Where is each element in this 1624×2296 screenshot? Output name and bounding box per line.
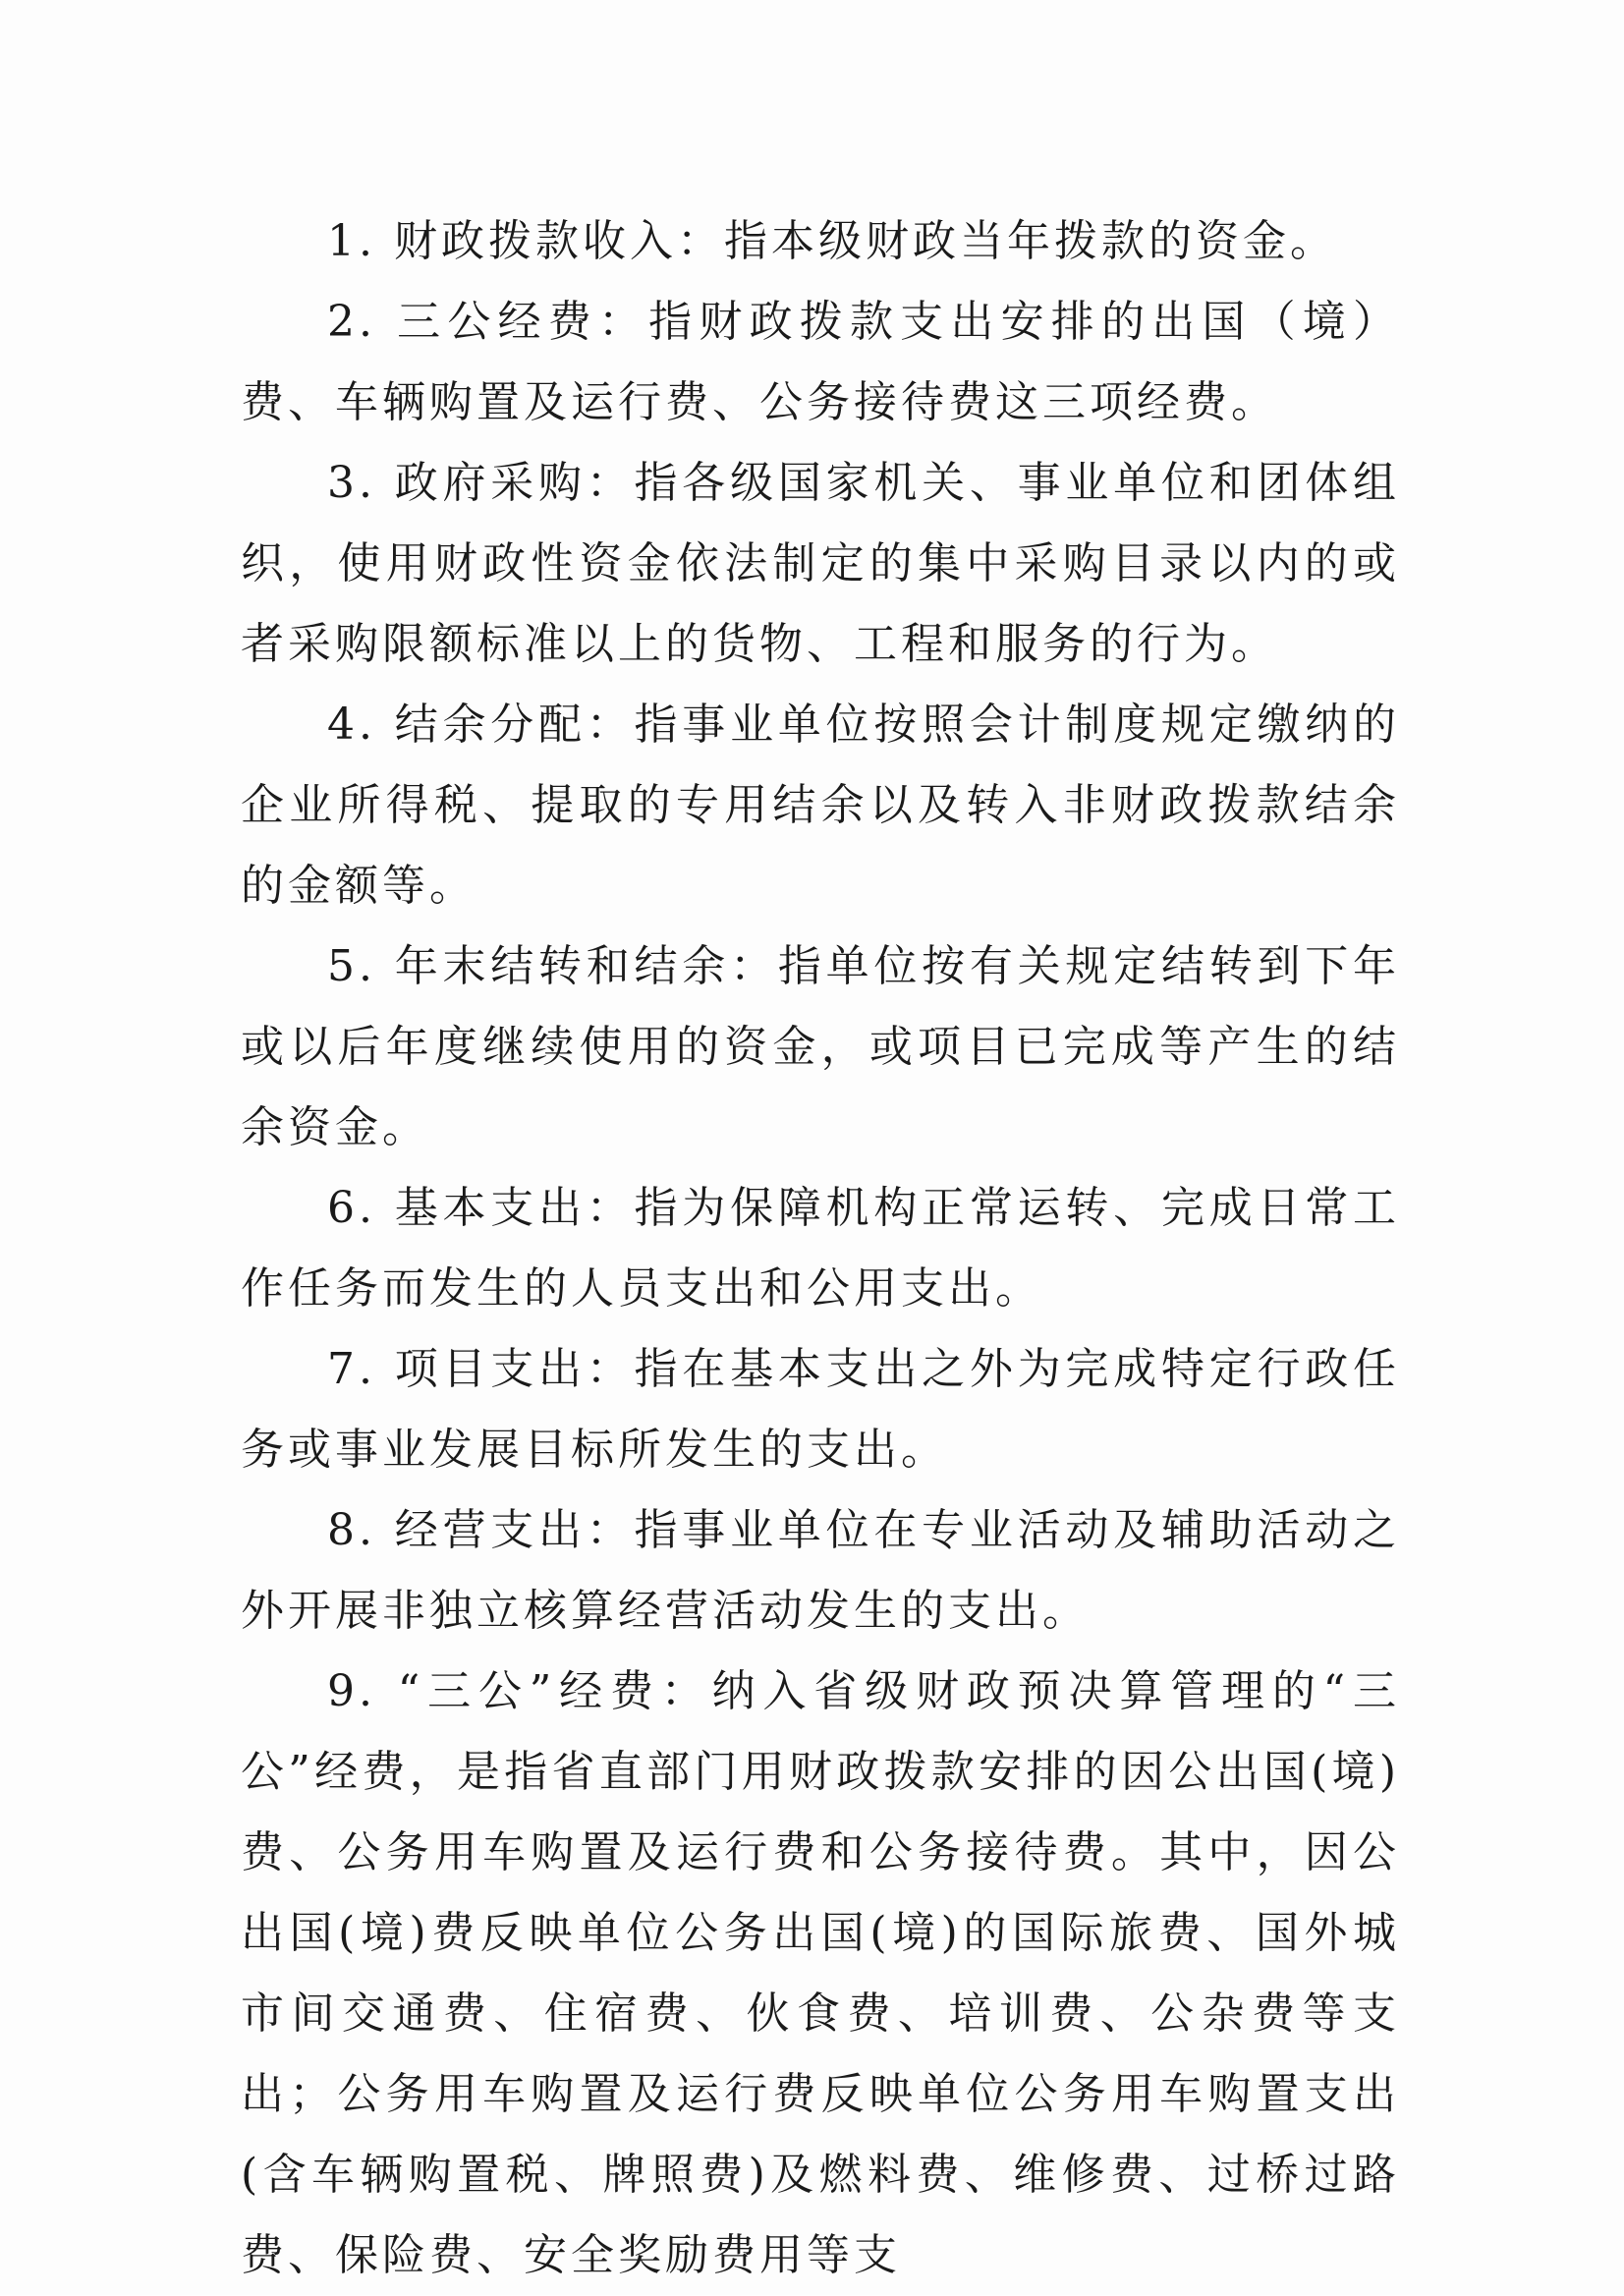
paragraph-1: 1. 财政拨款收入：指本级财政当年拨款的资金。: [327, 216, 1337, 266]
paragraph-8: 8. 经营支出：指事业单位在专业活动及辅助活动之外开展非独立核算经营活动发生的支出。: [241, 1505, 1400, 1636]
paragraph-7: 7. 项目支出：指在基本支出之外为完成特定行政任务或事业发展目标所发生的支出。: [241, 1344, 1400, 1475]
paragraph-3: 3. 政府采购：指各级国家机关、事业单位和团体组织，使用财政性资金依法制定的集中采购目录以内的或者采购限额标准以上的货物、工程和服务的行为。: [241, 458, 1400, 669]
paragraph-2: 2. 三公经费：指财政拨款支出安排的出国（境）费、车辆购置及运行费、公务接待费这三项经费。: [241, 297, 1400, 427]
paragraph-4: 4. 结余分配：指事业单位按照会计制度规定缴纳的企业所得税、提取的专用结余以及转入非财政拨款结余的金额等。: [241, 700, 1400, 911]
paragraph-5: 5. 年末结转和结余：指单位按有关规定结转到下年或以后年度继续使用的资金，或项目已完成等产生的结余资金。: [241, 941, 1400, 1152]
paragraph-9: 9. “三公”经费：纳入省级财政预决算管理的“三公”经费，是指省直部门用财政拨款安排的因公出国(境)费、公务用车购置及运行费和公务接待费。其中，因公出国(境)费反映单位公务出国(境)的国际旅费、国外城市间交通费、住宿费、伙食费、培训费、公杂费等支出；公务用车购置及运行费反映单位公务用车购置支出(含车辆购置税、牌照费)及燃料费、维修费、过桥过路费、保险费、安全奖励费用等支: [241, 1666, 1400, 2280]
document-body: [241, 201, 1400, 2296]
paragraph-6: 6. 基本支出：指为保障机构正常运转、完成日常工作任务而发生的人员支出和公用支出。: [241, 1183, 1400, 1314]
